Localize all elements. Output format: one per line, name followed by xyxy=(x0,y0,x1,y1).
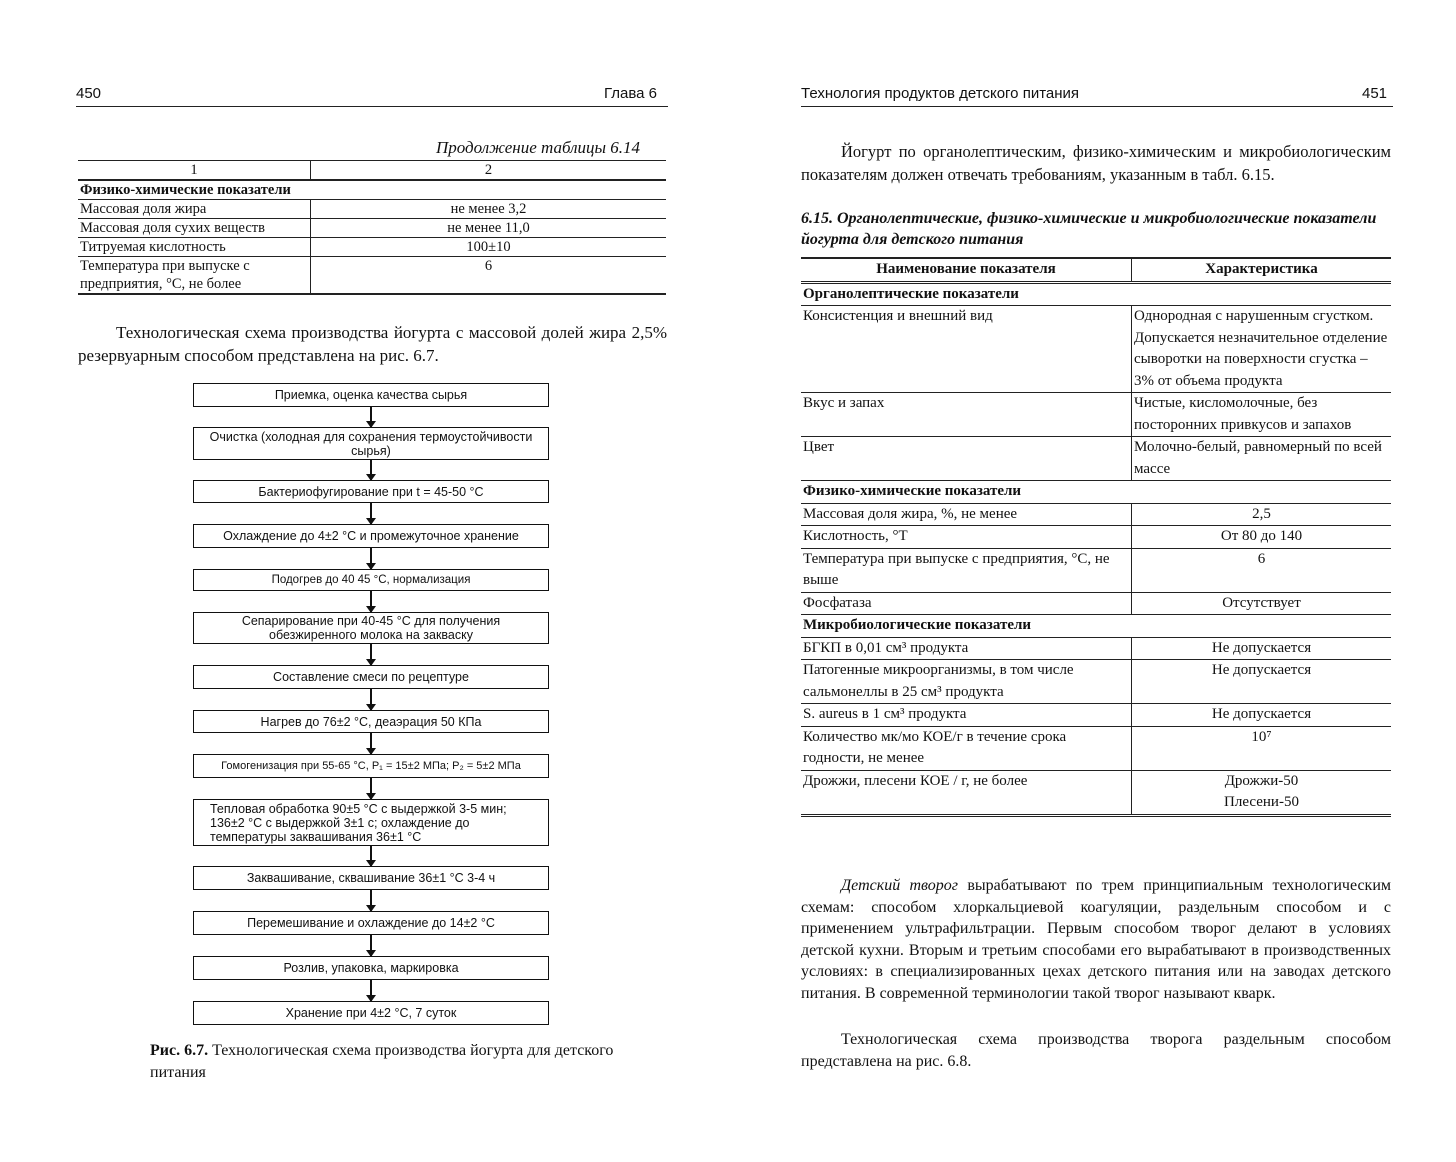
flow-step: Тепловая обработка 90±5 °С с выдержкой 3-5 мин; 136±2 °С с выдержкой 3±1 с; охлаждение до температуры заквашивания 36±1 °С xyxy=(193,799,549,846)
table-continuation-caption: Продолжение таблицы 6.14 xyxy=(436,138,641,157)
row-name: Титруемая кислотность xyxy=(78,238,311,257)
section-title: Физико-химические показатели xyxy=(801,481,1391,504)
table-row xyxy=(801,704,1391,727)
column-header: 1 xyxy=(78,161,311,181)
row-name: Массовая доля сухих веществ xyxy=(78,219,311,238)
table-title-text: Органолептические, физико-химические и микробиологические показатели йогурта для детского питания xyxy=(801,210,1377,248)
row-name: Температура при выпуске с предприятия, °С, не более xyxy=(78,257,311,295)
flow-step: Составление смеси по рецептуре xyxy=(193,665,549,689)
row-name: S. aureus в 1 см³ продукта xyxy=(801,704,1132,727)
table-row xyxy=(801,503,1391,526)
figure-caption xyxy=(150,1040,620,1084)
flow-step: Подогрев до 40 45 °С, нормализация xyxy=(193,569,549,591)
row-value: 2,5 xyxy=(1132,503,1392,526)
table-row xyxy=(801,660,1391,704)
table-row xyxy=(801,306,1391,393)
row-name: Патогенные микроорганизмы, в том числе сальмонеллы в 25 см³ продукта xyxy=(801,660,1132,704)
row-name: БГКП в 0,01 см³ продукта xyxy=(801,637,1132,660)
table-header-row xyxy=(78,161,666,181)
flow-arrow xyxy=(370,689,372,710)
table-row xyxy=(78,238,666,257)
flow-step: Приемка, оценка качества сырья xyxy=(193,383,549,407)
table-row xyxy=(801,437,1391,481)
header-rule xyxy=(801,106,1393,107)
row-value: 100±10 xyxy=(311,238,667,257)
flow-arrow xyxy=(370,778,372,799)
flow-arrow xyxy=(370,935,372,956)
flow-arrow xyxy=(370,644,372,665)
row-value: Отсутствует xyxy=(1132,592,1392,615)
table-number: 6.15. xyxy=(801,210,833,227)
section-title: Физико-химические показатели xyxy=(78,180,666,200)
table-row xyxy=(78,257,666,295)
table-header-row xyxy=(801,258,1391,282)
flow-step: Гомогенизация при 55-65 °С, P₁ = 15±2 МПа; P₂ = 5±2 МПа xyxy=(193,754,549,778)
row-value: Однородная с нарушенным сгустком. Допускается незначительное отделение сыворотки на поверхности сгустка – 3% от объема продукта xyxy=(1132,306,1392,393)
row-value: Не допускается xyxy=(1132,704,1392,727)
flow-step: Перемешивание и охлаждение до 14±2 °С xyxy=(193,911,549,935)
row-value-line: Плесени-50 xyxy=(1224,794,1299,810)
flow-arrow xyxy=(370,980,372,1001)
row-name: Вкус и запах xyxy=(801,393,1132,437)
curd-paragraph xyxy=(801,875,1391,1004)
flow-arrow xyxy=(370,503,372,524)
continuation-table xyxy=(78,160,666,295)
row-name: Массовая доля жира, %, не менее xyxy=(801,503,1132,526)
table-row xyxy=(801,770,1391,815)
left-page-number: 450 xyxy=(76,85,102,102)
flow-step: Бактериофугирование при t = 45-50 °С xyxy=(193,480,549,503)
row-value: не менее 11,0 xyxy=(311,219,667,238)
row-value: От 80 до 140 xyxy=(1132,526,1392,549)
row-name: Фосфатаза xyxy=(801,592,1132,615)
table-row xyxy=(801,548,1391,592)
table-row xyxy=(801,526,1391,549)
row-name: Температура при выпуске с предприятия, °С, не выше xyxy=(801,548,1132,592)
section-title: Органолептические показатели xyxy=(801,282,1391,306)
row-value: Молочно-белый, равномерный по всей массе xyxy=(1132,437,1392,481)
flow-step: Охлаждение до 4±2 °С и промежуточное хранение xyxy=(193,524,549,548)
chapter-title: Глава 6 xyxy=(604,85,658,102)
flow-step: Сепарирование при 40-45 °С для получения обезжиренного молока на закваску xyxy=(193,612,549,644)
flow-step: Заквашивание, сквашивание 36±1 °С 3-4 ч xyxy=(193,866,549,890)
table-row xyxy=(78,200,666,219)
row-value-line: Дрожжи-50 xyxy=(1224,772,1299,789)
table-row xyxy=(801,393,1391,437)
section-row xyxy=(801,282,1391,306)
requirements-table xyxy=(801,257,1391,817)
section-row xyxy=(801,481,1391,504)
row-value xyxy=(1132,770,1392,815)
column-header: Характеристика xyxy=(1132,258,1392,282)
table-row xyxy=(801,637,1391,660)
column-header: 2 xyxy=(311,161,667,181)
curd-paragraph-text: вырабатывают по трем принципиальным технологическим схемам: способом хлоркальциевой коагуляции, раздельным способом и с применением ультрафильтрации. Первым способом творог делают в условиях детской кухни. Вторым и третьим способами его вырабатывают в производственных условиях: в специализированных цехах детского питания или на заводах детского питания. В современной терминологии такой творог называют кварк. xyxy=(801,877,1392,1002)
row-value: Не допускается xyxy=(1132,637,1392,660)
column-header: Наименование показателя xyxy=(801,258,1132,282)
row-value: 6 xyxy=(1132,548,1392,592)
table-row xyxy=(78,219,666,238)
right-page-number: 451 xyxy=(1362,85,1388,102)
intro-paragraph: Йогурт по органолептическим, физико-химическим и микробиологическим показателям должен отвечать требованиям, указанным в табл. 6.15. xyxy=(801,142,1391,184)
flow-step: Розлив, упаковка, маркировка xyxy=(193,956,549,980)
section-row xyxy=(78,180,666,200)
flow-arrow xyxy=(370,407,372,427)
flow-arrow xyxy=(370,846,372,866)
flow-arrow xyxy=(370,591,372,612)
scheme-paragraph: Технологическая схема производства йогурта с массовой долей жира 2,5% резервуарным способом представлена на рис. 6.7. xyxy=(78,323,667,365)
row-name: Дрожжи, плесени КОЕ / г, не более xyxy=(801,770,1132,815)
section-title: Микробиологические показатели xyxy=(801,615,1391,638)
figure-label: Рис. 6.7. xyxy=(150,1042,209,1059)
flow-step: Очистка (холодная для сохранения термоустойчивости сырья) xyxy=(193,427,549,460)
table-row xyxy=(801,726,1391,770)
flow-step: Нагрев до 76±2 °С, деаэрация 50 КПа xyxy=(193,710,549,733)
running-head: Технология продуктов детского питания xyxy=(801,85,1080,102)
row-value: Чистые, кисломолочные, без посторонних привкусов и запахов xyxy=(1132,393,1392,437)
header-rule xyxy=(76,106,668,107)
row-name: Количество мк/мо КОЕ/г в течение срока годности, не менее xyxy=(801,726,1132,770)
row-name: Консистенция и внешний вид xyxy=(801,306,1132,393)
row-value: не менее 3,2 xyxy=(311,200,667,219)
row-name: Кислотность, °Т xyxy=(801,526,1132,549)
row-value: 6 xyxy=(311,257,667,295)
flow-step: Хранение при 4±2 °С, 7 суток xyxy=(193,1001,549,1025)
row-value: 10⁷ xyxy=(1132,726,1392,770)
scheme-reference-paragraph: Технологическая схема производства творога раздельным способом представлена на рис. 6.8. xyxy=(801,1031,1391,1070)
row-name: Цвет xyxy=(801,437,1132,481)
figure-caption-text: Технологическая схема производства йогурта для детского питания xyxy=(150,1042,614,1081)
row-name: Массовая доля жира xyxy=(78,200,311,219)
row-value: Не допускается xyxy=(1132,660,1392,704)
flow-arrow xyxy=(370,548,372,569)
table-title xyxy=(801,208,1391,250)
table-row xyxy=(801,592,1391,615)
section-row xyxy=(801,615,1391,638)
flow-arrow xyxy=(370,460,372,480)
flow-arrow xyxy=(370,733,372,754)
curd-term: Детский творог xyxy=(841,877,959,894)
flow-arrow xyxy=(370,890,372,911)
